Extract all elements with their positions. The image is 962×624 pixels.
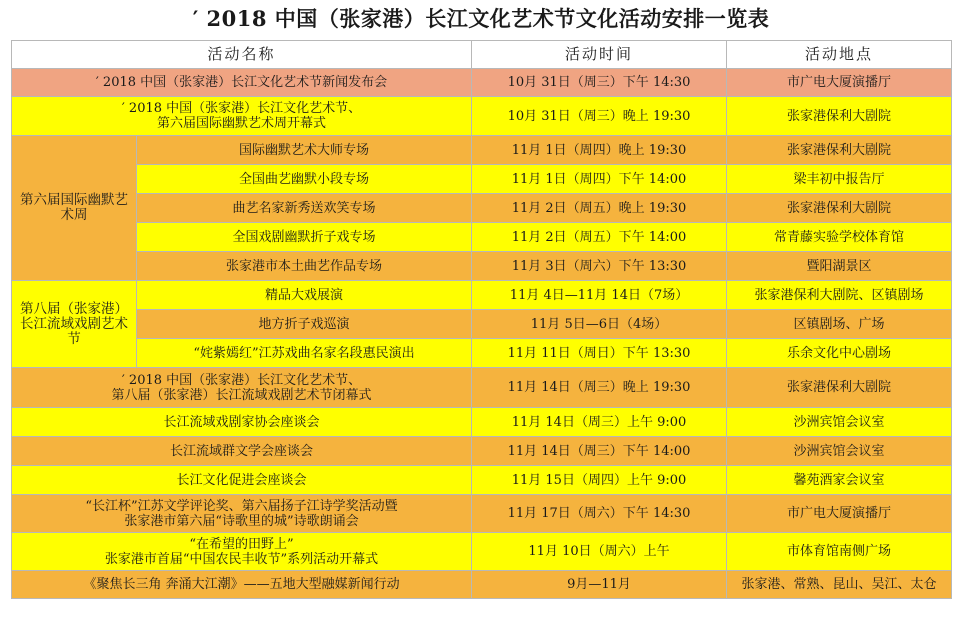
activity-place: 沙洲宾馆会议室 [727,437,952,466]
activity-place: 区镇剧场、广场 [727,310,952,339]
activity-time: 10月 31日（周三）晚上 19:30 [472,97,727,136]
table-row [12,165,952,194]
activity-name-line-1: ′ 2018 中国（张家港）长江文化艺术节、 [121,372,362,388]
table-row [12,136,952,165]
table-row [12,437,952,466]
activity-name: 长江文化促进会座谈会 [12,466,472,495]
activity-place: 市广电大厦演播厅 [727,69,952,97]
header-activity-name: 活动名称 [12,41,472,69]
activity-place: 张家港保利大剧院 [727,97,952,136]
activity-name: 曲艺名家新秀送欢笑专场 [137,194,472,223]
activity-place: 张家港保利大剧院 [727,136,952,165]
activity-time: 11月 10日（周六）上午 [472,533,727,571]
activity-place: 市广电大厦演播厅 [727,495,952,533]
activity-place: 张家港保利大剧院、区镇剧场 [727,281,952,310]
header-activity-place: 活动地点 [727,41,952,69]
page-title: ′ 2018 中国（张家港）长江文化艺术节文化活动安排一览表 [192,6,770,31]
group-label-humor-week: 第六届国际幽默艺术周 [12,136,137,281]
activity-place: 馨苑酒家会议室 [727,466,952,495]
activity-time: 11月 5日—6日（4场） [472,310,727,339]
activity-place: 乐余文化中心剧场 [727,339,952,368]
activity-time: 11月 11日（周日）下午 13:30 [472,339,727,368]
table-row [12,194,952,223]
activity-name: 长江流域戏剧家协会座谈会 [12,408,472,437]
activity-time: 11月 14日（周三）晚上 19:30 [472,368,727,408]
activity-time: 11月 1日（周四）下午 14:00 [472,165,727,194]
table-row [12,533,952,571]
activity-place: 市体育馆南侧广场 [727,533,952,571]
activity-name: ′ 2018 中国（张家港）长江文化艺术节新闻发布会 [12,69,472,97]
activity-name: 地方折子戏巡演 [137,310,472,339]
activity-name [12,533,472,571]
activity-place: 常青藤实验学校体育馆 [727,223,952,252]
activity-time: 11月 2日（周五）下午 14:00 [472,223,727,252]
activity-place: 张家港保利大剧院 [727,194,952,223]
activity-name-line-2: 张家港市第六届“诗歌里的城”诗歌朗诵会 [124,513,359,529]
table-row [12,97,952,136]
table-row [12,339,952,368]
activity-name: 《聚焦长三角 奔涌大江潮》——五地大型融媒新闻行动 [12,571,472,599]
activity-name-line-1: “在希望的田野上” [189,536,294,552]
table-row [12,368,952,408]
activity-time: 10月 31日（周三）下午 14:30 [472,69,727,97]
table-row [12,571,952,599]
activity-time: 11月 14日（周三）下午 14:00 [472,437,727,466]
activity-place: 张家港保利大剧院 [727,368,952,408]
activity-name: 张家港市本土曲艺作品专场 [137,252,472,281]
activity-time: 11月 4日—11月 14日（7场） [472,281,727,310]
activity-name [12,97,472,136]
activity-name-line-2: 张家港市首届“中国农民丰收节”系列活动开幕式 [104,551,379,567]
table-row [12,408,952,437]
activity-name-line-2: 第六届国际幽默艺术周开幕式 [157,116,327,131]
activity-name: 长江流域群文学会座谈会 [12,437,472,466]
activity-place: 沙洲宾馆会议室 [727,408,952,437]
activity-time: 11月 15日（周四）上午 9:00 [472,466,727,495]
activity-name-line-1: “长江杯”江苏文学评论奖、第六届扬子江诗学奖活动暨 [85,498,398,514]
activity-time: 11月 2日（周五）晚上 19:30 [472,194,727,223]
activity-time: 11月 3日（周六）下午 13:30 [472,252,727,281]
table-row [12,495,952,533]
table-row [12,223,952,252]
activity-name-line-2: 第八届（张家港）长江流域戏剧艺术节闭幕式 [111,387,372,403]
activity-name: “姹紫嫣红”江苏戏曲名家名段惠民演出 [137,339,472,368]
activity-place: 张家港、常熟、昆山、吴江、太仓 [727,571,952,599]
activity-time: 11月 14日（周三）上午 9:00 [472,408,727,437]
table-header-row [12,41,952,69]
activity-name-line-1: ′ 2018 中国（张家港）长江文化艺术节、 [121,101,362,116]
activity-time: 11月 17日（周六）下午 14:30 [472,495,727,533]
table-row [12,466,952,495]
table-row [12,310,952,339]
activity-place: 暨阳湖景区 [727,252,952,281]
activity-place: 梁丰初中报告厅 [727,165,952,194]
activity-name: 全国曲艺幽默小段专场 [137,165,472,194]
activity-time: 9月—11月 [472,571,727,599]
group-label-drama-festival: 第八届（张家港）长江流域戏剧艺术节 [12,281,137,368]
activity-name [12,368,472,408]
activity-name: 国际幽默艺术大师专场 [137,136,472,165]
table-row [12,252,952,281]
table-row [12,69,952,97]
header-activity-time: 活动时间 [472,41,727,69]
table-row [12,281,952,310]
activity-schedule-table [11,40,952,599]
activity-name: 全国戏剧幽默折子戏专场 [137,223,472,252]
activity-name [12,495,472,533]
activity-name: 精品大戏展演 [137,281,472,310]
activity-time: 11月 1日（周四）晚上 19:30 [472,136,727,165]
